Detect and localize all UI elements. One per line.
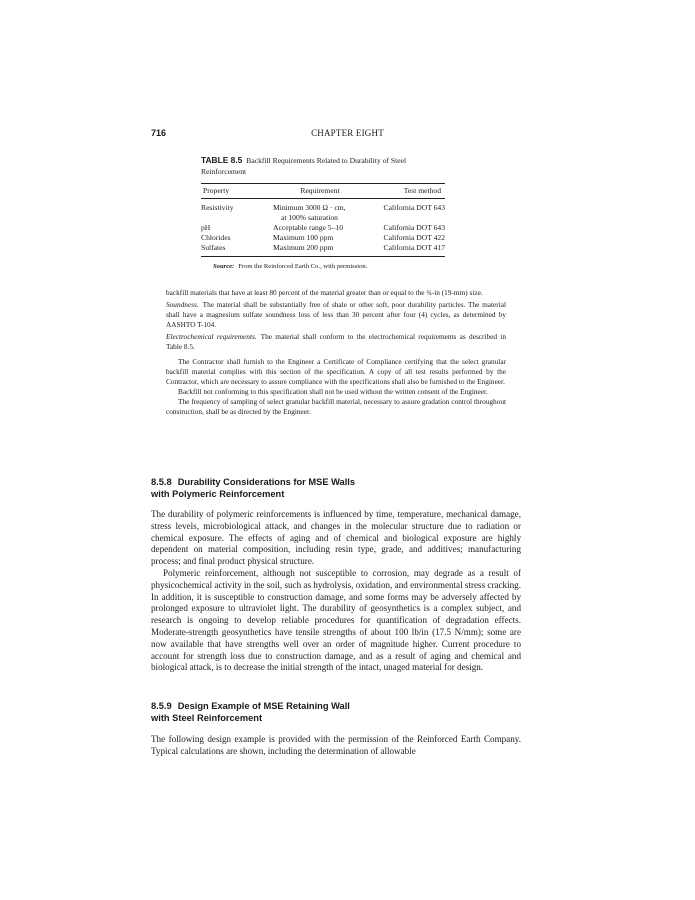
cell-requirement: Maximum 100 ppm: [273, 233, 334, 242]
cell-requirement: at 100% saturation: [281, 213, 338, 222]
spec-paragraph-gradation: backfill materials that have at least 80 percent of the material greater than or equal to the ¾-in (19-mm) size.: [166, 288, 483, 297]
cell-property: Sulfates: [201, 243, 226, 252]
section-number: 8.5.8: [151, 477, 172, 487]
table-8-5: [201, 155, 445, 270]
section-8-5-8-body: [151, 509, 521, 674]
table-caption: [201, 155, 445, 177]
column-header-requirement: Requirement: [300, 186, 340, 195]
cell-requirement: Acceptable range 5–10: [273, 223, 343, 232]
table-row: [201, 203, 445, 213]
electrochemical-label: Electrochemical requirements.: [166, 331, 257, 341]
body-paragraph: Polymeric reinforcement, although not susceptible to corrosion, may degrade as a result of physicochemical activity in the soil, such as hydrolysis, oxidation, and environmental stress cracking. In addition, it is susceptible to construction damage, and some forms may be adversely affected by prolonged exposure to ultraviolet light. The durability of geosynthetics is a complex subject, and research is ongoing to develop reliable procedures for quantification of degradation effects. Moderate-strength geosynthetics have tensile strengths of about 100 lb/in (17.5 N/mm); some are now available that have strengths well over an order of magnitude higher. Current procedure to account for strength loss due to construction damage, and as a result of aging and chemical and biological attack, is to decrease the initial strength of the intact, unaged material for design.: [151, 567, 521, 673]
soundness-label: Soundness.: [166, 299, 199, 309]
source-text: From the Reinforced Earth Co., with permission.: [238, 263, 368, 270]
running-head: CHAPTER EIGHT: [311, 128, 384, 138]
table-title: Backfill Requirements Related to Durability of Steel Reinforcement: [201, 156, 407, 176]
section-title: Durability Considerations for MSE Walls: [177, 477, 356, 487]
table-row: [201, 243, 445, 253]
source-label: Source:: [213, 263, 235, 270]
table-row: [201, 223, 445, 233]
cell-requirement: Minimum 3000 Ω · cm,: [273, 203, 346, 212]
section-8-5-9-body: [151, 734, 521, 758]
section-title: Design Example of MSE Retaining Wall: [177, 701, 350, 711]
table-number: TABLE 8.5: [201, 155, 243, 165]
cell-property: [201, 213, 273, 223]
table-row: [201, 233, 445, 243]
table-body: [201, 199, 445, 256]
cell-test-method: California DOT 643: [383, 203, 445, 212]
section-title-line-2: with Steel Reinforcement: [151, 713, 263, 723]
spec-paragraph-soundness: [166, 300, 506, 330]
page-header: [0, 128, 695, 142]
table-source-note: [201, 263, 445, 270]
spec-paragraph-certificate: The Contractor shall furnish to the Engineer a Certificate of Compliance certifying that the select granular backfill material complies with this section of the specification. A copy of all test results performed by the Contractor, which are necessary to assure compliance with the specifications shall also be furnished to the Engineer.: [166, 357, 506, 387]
cell-test-method: California DOT 643: [383, 223, 445, 232]
section-title-line-1: [151, 700, 531, 712]
section-heading-8-5-9: [151, 700, 531, 724]
cell-property: Resistivity: [201, 203, 234, 212]
section-title-line-1: [151, 476, 531, 488]
page-number: 716: [151, 128, 167, 138]
body-paragraph: The following design example is provided with the permission of the Reinforced Earth Company. Typical calculations are shown, including the determination of allowable: [151, 734, 521, 756]
electrochemical-text: The material shall conform to the electrochemical requirements as described in Table 8.5.: [166, 331, 506, 351]
cell-test-method: [367, 213, 445, 223]
cell-test-method: California DOT 417: [383, 243, 445, 252]
table-header-row: [201, 184, 445, 198]
spec-paragraph-sampling: The frequency of sampling of select granular backfill material, necessary to assure gradation control throughout construction, shall be as directed by the Engineer.: [166, 397, 506, 416]
table-row: [201, 213, 445, 223]
section-number: 8.5.9: [151, 701, 172, 711]
body-paragraph: The durability of polymeric reinforcements is influenced by time, temperature, mechanical damage, stress levels, microbiological attack, and changes in the molecular structure due to radiation or chemical exposure. The effects of aging and of chemical and biological exposure are highly dependent on material composition, including resin type, grade, and additives; manufacturing process; and final product physical structure.: [151, 509, 521, 567]
specification-text: [166, 288, 506, 417]
cell-requirement: Maximum 200 ppm: [273, 243, 334, 252]
soundness-text: The material shall be substantially free of shale or other soft, poor durability particles. The material shall have a magnesium sulfate soundness loss of less than 30 percent after four (4) cycles, as determined by AASHTO T-104.: [166, 299, 506, 329]
cell-property: pH: [201, 223, 211, 232]
spec-paragraph-electrochemical: [166, 332, 506, 352]
table-bottom-rule: [201, 256, 445, 257]
cell-property: Chlorides: [201, 233, 231, 242]
section-heading-8-5-8: [151, 476, 531, 500]
section-title-line-2: with Polymeric Reinforcement: [151, 489, 285, 499]
column-header-property: Property: [203, 186, 230, 195]
spec-paragraph-nonconforming: Backfill not conforming to this specification shall not be used without the written consent of the Engineer.: [178, 387, 488, 397]
column-header-test-method: Test method: [403, 186, 441, 195]
cell-test-method: California DOT 422: [383, 233, 445, 242]
